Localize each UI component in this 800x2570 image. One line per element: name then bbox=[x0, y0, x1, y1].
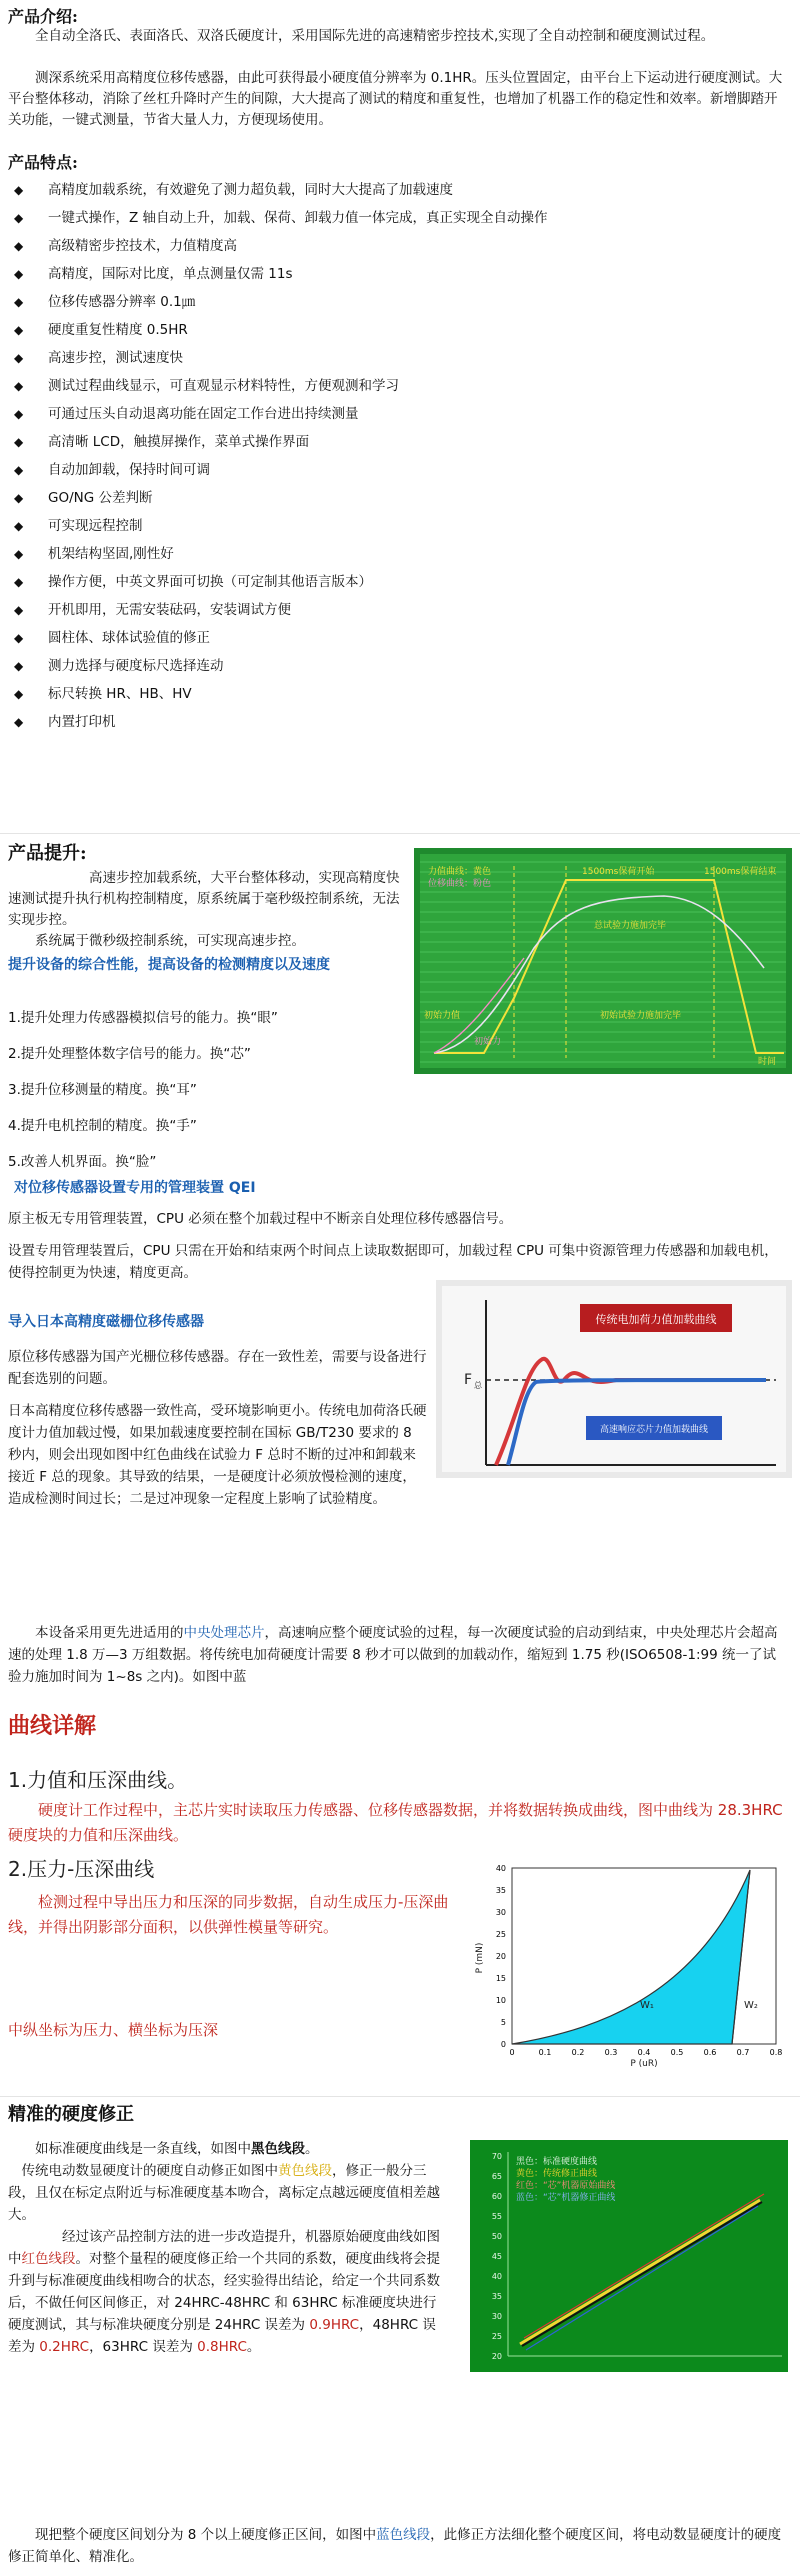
correction-line-3 bbox=[8, 2226, 448, 2358]
fig4-ytick-label: 70 bbox=[491, 2152, 502, 2161]
correction-line-4 bbox=[8, 2524, 788, 2568]
fig1-annotation-initial-force: 初始试验力施加完毕 bbox=[600, 1011, 682, 1021]
feature-text: 高速步控，测试速度快 bbox=[48, 350, 183, 366]
correction-black-segment: 黑色线段 bbox=[251, 2141, 305, 2157]
upgrade-title: 产品提升: bbox=[8, 843, 87, 864]
fig3-xtick-label: 0.1 bbox=[538, 2048, 552, 2057]
correction-text-span: ，修正一般分三段，且仅在标定点附近与标准硬度基本吻合，离标定点越远硬度值相差越大。 bbox=[8, 2163, 440, 2223]
fig3-xtick-label: 0.6 bbox=[703, 2048, 717, 2057]
correction-line-2 bbox=[8, 2160, 448, 2226]
fig4-ytick-label: 35 bbox=[491, 2292, 502, 2301]
feature-item bbox=[8, 512, 788, 540]
upgrade-list-item: 2.提升处理整体数字信号的能力。换“芯” bbox=[8, 1046, 251, 1062]
correction-text-span: 。 bbox=[246, 2339, 261, 2355]
upgrade-list-item: 1.提升处理力传感器模拟信号的能力。换“眼” bbox=[8, 1010, 278, 1026]
fig3-ytick-label: 40 bbox=[495, 1864, 506, 1873]
feature-item bbox=[8, 708, 788, 736]
feature-text: 开机即用，无需安装砝码，安装调试方便 bbox=[48, 602, 291, 618]
correction-text-span: 如标准硬度曲线是一条直线，如图中 bbox=[35, 2141, 251, 2157]
intro-paragraph-1: 全自动全洛氏、表面洛氏、双洛氏硬度计，采用国际先进的高速精密步控技术,实现了全自动控制和硬度测试过程。 bbox=[35, 28, 715, 44]
bullet-icon: ◆ bbox=[14, 435, 24, 449]
fig2-f-label: F bbox=[464, 1372, 473, 1388]
feature-item bbox=[8, 232, 788, 260]
sensor-paragraph-1: 原位移传感器为国产光栅位移传感器。存在一致性差，需要与设备进行配套选别的问题。 bbox=[8, 1349, 427, 1387]
fig3-xlabel: P (uR) bbox=[630, 2059, 658, 2069]
upgrade-list-item: 5.改善人机界面。换“脸” bbox=[8, 1154, 157, 1170]
bullet-icon: ◆ bbox=[14, 687, 24, 701]
feature-text: 标尺转换 HR、HB、HV bbox=[48, 686, 192, 702]
correction-error-48: 0.2HRC bbox=[39, 2339, 90, 2355]
correction-yellow-segment: 黄色线段 bbox=[278, 2163, 332, 2179]
fig4-legend-blue: 蓝色：“芯”机器修正曲线 bbox=[516, 2193, 616, 2203]
bullet-icon: ◆ bbox=[14, 407, 24, 421]
feature-item bbox=[8, 540, 788, 568]
fig3-ytick-label: 20 bbox=[495, 1952, 506, 1961]
fig3-ytick-label: 25 bbox=[495, 1930, 506, 1939]
bullet-icon: ◆ bbox=[14, 267, 24, 281]
fig1-annotation-total-force: 总试验力施加完毕 bbox=[594, 921, 667, 931]
chip-paragraph-text: 本设备采用更先进适用的 bbox=[35, 1625, 184, 1641]
intro-title: 产品介绍: bbox=[8, 7, 78, 26]
correction-text-span: 。对整个量程的硬度修正给一个共同的系数，硬度曲线将会提升到与标准硬度曲线相吻合的状态，经实验得出结论，给定一个共同系数后，不做任何区间修正，对 24HRC-48HRC 和 63HRC 标准硬度块进行硬度测试，其与标准块硬度分别是 24HRC 误差为 bbox=[8, 2251, 440, 2333]
bullet-icon: ◆ bbox=[14, 603, 24, 617]
curves-text-1: 硬度计工作过程中，主芯片实时读取压力传感器、位移传感器数据，并将数据转换成曲线，图中曲线为 28.3HRC 硬度块的力值和压深曲线。 bbox=[8, 1801, 783, 1844]
feature-text: GO/NG 公差判断 bbox=[48, 490, 153, 506]
fig3-w1: W₁ bbox=[640, 2000, 654, 2011]
fig1-legend-displacement: 位移曲线：粉色 bbox=[428, 879, 492, 889]
correction-blue-segment: 蓝色线段 bbox=[376, 2527, 431, 2543]
fig4-ytick-label: 60 bbox=[491, 2192, 502, 2201]
fig1-annotation-initial-value: 初始力值 bbox=[424, 1011, 461, 1021]
upgrade-list-item: 3.提升位移测量的精度。换“耳” bbox=[8, 1082, 197, 1098]
bullet-icon: ◆ bbox=[14, 659, 24, 673]
fig3-xtick-label: 0.3 bbox=[604, 2048, 618, 2057]
chip-paragraph bbox=[8, 1622, 788, 1688]
bullet-icon: ◆ bbox=[14, 351, 24, 365]
fig3-xtick-label: 0.5 bbox=[670, 2048, 684, 2057]
feature-item bbox=[8, 288, 788, 316]
fig3-ytick-label: 0 bbox=[500, 2040, 506, 2049]
feature-item bbox=[8, 400, 788, 428]
fig4-ytick-label: 20 bbox=[491, 2352, 502, 2361]
fig2-f-sub: 总 bbox=[474, 1381, 482, 1390]
correction-text bbox=[8, 2138, 448, 2358]
feature-text: 操作方便，中英文界面可切换（可定制其他语言版本） bbox=[48, 574, 372, 590]
sensor-heading: 导入日本高精度磁栅位移传感器 bbox=[8, 1314, 204, 1330]
fig2-red-label: 传统电加荷力值加载曲线 bbox=[595, 1313, 717, 1326]
correction-line-1 bbox=[8, 2138, 448, 2160]
correction-error-24: 0.9HRC bbox=[309, 2317, 360, 2333]
feature-item bbox=[8, 372, 788, 400]
feature-text: 高清晰 LCD，触摸屏操作，菜单式操作界面 bbox=[48, 434, 310, 450]
feature-item bbox=[8, 344, 788, 372]
feature-text: 机架结构坚固,刚性好 bbox=[48, 546, 174, 562]
bullet-icon: ◆ bbox=[14, 631, 24, 645]
fig4-ytick-label: 25 bbox=[491, 2332, 502, 2341]
hardness-correction-figure bbox=[470, 2140, 788, 2372]
feature-item bbox=[8, 596, 788, 624]
feature-item bbox=[8, 456, 788, 484]
curves-heading-1: 1.力值和压深曲线。 bbox=[8, 1768, 188, 1792]
feature-text: 高精度，国际对比度，单点测量仅需 11s bbox=[48, 266, 293, 282]
bullet-icon: ◆ bbox=[14, 547, 24, 561]
feature-text: 内置打印机 bbox=[48, 714, 116, 730]
correction-text-span: ，48HRC 误差为 bbox=[8, 2317, 436, 2355]
feature-text: 高级精密步控技术，力值精度高 bbox=[48, 238, 237, 254]
bullet-icon: ◆ bbox=[14, 715, 24, 729]
fig4-legend-yellow: 黄色：传统修正曲线 bbox=[516, 2169, 598, 2179]
load-curve-screen-figure bbox=[414, 848, 792, 1074]
feature-item bbox=[8, 204, 788, 232]
feature-item bbox=[8, 680, 788, 708]
feature-text: 自动加卸载，保持时间可调 bbox=[48, 462, 210, 478]
chip-highlight: 中央处理芯片 bbox=[183, 1625, 265, 1641]
correction-text-span: 。 bbox=[305, 2141, 319, 2157]
bullet-icon: ◆ bbox=[14, 379, 24, 393]
upgrade-paragraph-2: 系统属于微秒级控制系统，可实现高速步控。 bbox=[35, 933, 305, 949]
feature-item bbox=[8, 176, 788, 204]
curves-text-2: 检测过程中导出压力和压深的同步数据，自动生成压力-压深曲线，并得出阴影部分面积，以供弹性模量等研究。 bbox=[8, 1893, 449, 1936]
feature-item bbox=[8, 260, 788, 288]
upgrade-paragraph-1: 高速步控加载系统，大平台整体移动，实现高精度快速测试提升执行机构控制精度，原系统属于毫秒级控制系统，无法实现步控。 bbox=[8, 870, 400, 928]
features-list bbox=[8, 176, 788, 736]
fig3-ytick-label: 10 bbox=[495, 1996, 506, 2005]
bullet-icon: ◆ bbox=[14, 239, 24, 253]
upgrade-list-item: 4.提升电机控制的精度。换“手” bbox=[8, 1118, 197, 1134]
loading-comparison-figure bbox=[436, 1280, 792, 1478]
bullet-icon: ◆ bbox=[14, 491, 24, 505]
fig3-ytick-label: 15 bbox=[495, 1974, 506, 1983]
feature-item bbox=[8, 428, 788, 456]
feature-item bbox=[8, 484, 788, 512]
fig2-blue-label: 高速响应芯片力值加载曲线 bbox=[599, 1425, 709, 1435]
fig3-xtick-label: 0 bbox=[509, 2048, 515, 2057]
fig4-ytick-label: 55 bbox=[491, 2212, 502, 2221]
divider bbox=[0, 833, 800, 834]
correction-text-span: 现把整个硬度区间划分为 8 个以上硬度修正区间，如图中 bbox=[35, 2527, 377, 2543]
qei-heading: 对位移传感器设置专用的管理装置 QEI bbox=[14, 1180, 256, 1196]
feature-text: 可通过压头自动退离功能在固定工作台进出持续测量 bbox=[48, 406, 359, 422]
correction-text-span: ，此修正方法细化整个硬度区间，将电动数显硬度计的硬度修正简单化、精准化。 bbox=[8, 2527, 782, 2565]
bullet-icon: ◆ bbox=[14, 519, 24, 533]
correction-text-span: 传统电动数显硬度计的硬度自动修正如图中 bbox=[21, 2163, 278, 2179]
bullet-icon: ◆ bbox=[14, 463, 24, 477]
feature-item bbox=[8, 316, 788, 344]
fig4-ytick-label: 65 bbox=[491, 2172, 502, 2181]
feature-item bbox=[8, 652, 788, 680]
fig3-xtick-label: 0.7 bbox=[736, 2048, 750, 2057]
feature-text: 圆柱体、球体试验值的修正 bbox=[48, 630, 210, 646]
fig4-legend-red: 红色：“芯”机器原始曲线 bbox=[516, 2181, 616, 2191]
features-title: 产品特点: bbox=[8, 153, 78, 172]
bullet-icon: ◆ bbox=[14, 295, 24, 309]
fig1-annotation-hold-start: 1500ms保荷开始 bbox=[582, 867, 655, 877]
feature-text: 硬度重复性精度 0.5HR bbox=[48, 322, 188, 338]
fig3-xtick-label: 0.8 bbox=[769, 2048, 783, 2057]
fig1-legend-force: 力值曲线：黄色 bbox=[428, 867, 492, 877]
fig4-ytick-label: 30 bbox=[491, 2312, 502, 2321]
curves-text-3: 中纵坐标为压力、横坐标为压深 bbox=[8, 2021, 219, 2039]
fig4-ytick-label: 45 bbox=[491, 2252, 502, 2261]
upgrade-goal-heading: 提升设备的综合性能，提高设备的检测精度以及速度 bbox=[8, 957, 330, 973]
feature-text: 高精度加载系统，有效避免了测力超负载，同时大大提高了加载速度 bbox=[48, 182, 453, 198]
feature-text: 一键式操作，Z 轴自动上升，加载、保荷、卸载力值一体完成，真正实现全自动操作 bbox=[48, 210, 548, 226]
bullet-icon: ◆ bbox=[14, 211, 24, 225]
feature-text: 测试过程曲线显示，可直观显示材料特性，方便观测和学习 bbox=[48, 378, 399, 394]
fig1-annotation-initial: 初始力 bbox=[474, 1037, 502, 1047]
correction-title: 精准的硬度修正 bbox=[8, 2104, 134, 2125]
fig4-ytick-label: 50 bbox=[491, 2232, 502, 2241]
bullet-icon: ◆ bbox=[14, 323, 24, 337]
correction-text-span: 经过该产品控制方法的进一步改造提升，机器原始硬度曲线如图中 bbox=[8, 2229, 440, 2267]
feature-text: 可实现远程控制 bbox=[48, 518, 143, 534]
feature-text: 位移传感器分辨率 0.1㎛ bbox=[48, 294, 196, 310]
upgrade-list bbox=[8, 1000, 408, 1180]
qei-paragraph-2: 设置专用管理装置后，CPU 只需在开始和结束两个时间点上读取数据即可，加载过程 CPU 可集中资源管理力传感器和加载电机，使得控制更为快速，精度更高。 bbox=[8, 1243, 778, 1281]
pressure-depth-figure bbox=[470, 1858, 788, 2070]
fig4-legend-black: 黑色：标准硬度曲线 bbox=[516, 2157, 598, 2167]
chip-paragraph-text: ，高速响应整个硬度试验的过程，每一次硬度试验的启动到结束，中央处理芯片会超高速的处理 1.8 万—3 万组数据。将传统电加荷硬度计需要 8 秒才可以做到的加载动作，缩短到 1.75 秒(ISO6508-1:99 统一了试验力施加时间为 1~8s 之内)。如图中蓝 bbox=[8, 1625, 778, 1685]
fig3-xtick-label: 0.2 bbox=[571, 2048, 585, 2057]
fig1-axis-time: 时间 bbox=[758, 1057, 777, 1067]
bullet-icon: ◆ bbox=[14, 575, 24, 589]
correction-error-63: 0.8HRC bbox=[197, 2339, 247, 2355]
qei-paragraph-1: 原主板无专用管理装置，CPU 必须在整个加载过程中不断亲自处理位移传感器信号。 bbox=[8, 1211, 513, 1227]
fig3-ylabel: P (mN) bbox=[475, 1942, 485, 1974]
divider bbox=[0, 2096, 800, 2097]
intro-paragraph-2: 测深系统采用高精度位移传感器，由此可获得最小硬度值分辨率为 0.1HR。压头位置固定，由平台上下运动进行硬度测试。大平台整体移动，消除了丝杠升降时产生的间隙，大大提高了测试的精度和重复性，也增加了机器工作的稳定性和效率。新增脚踏开关功能，一键式测量，节省大量人力，方便现场使用。 bbox=[8, 70, 783, 128]
curves-title: 曲线详解 bbox=[8, 1714, 97, 1739]
fig3-w2: W₂ bbox=[744, 2000, 758, 2011]
sensor-paragraph-2: 日本高精度位移传感器一致性高，受环境影响更小。传统电加荷洛氏硬度计力值加载过慢，如果加载速度要控制在国标 GB/T230 要求的 8 秒内，则会出现如图中红色曲线在试验力 F 总时不断的过冲和卸载来接近 F 总的现象。其导致的结果，一是硬度计必须放慢检测的速度，造成检测时间过长；二是过冲现象一定程度上影响了试验精度。 bbox=[8, 1403, 427, 1507]
correction-red-segment: 红色线段 bbox=[21, 2251, 76, 2267]
fig3-ytick-label: 5 bbox=[500, 2018, 506, 2027]
fig3-ytick-label: 30 bbox=[495, 1908, 506, 1917]
feature-item bbox=[8, 568, 788, 596]
feature-text: 测力选择与硬度标尺选择连动 bbox=[48, 658, 224, 674]
feature-item bbox=[8, 624, 788, 652]
fig3-ytick-label: 35 bbox=[495, 1886, 506, 1895]
fig3-xtick-label: 0.4 bbox=[637, 2048, 651, 2057]
correction-text-span: ，63HRC 误差为 bbox=[89, 2339, 198, 2355]
fig1-annotation-hold-end: 1500ms保荷结束 bbox=[704, 867, 777, 877]
fig4-ytick-label: 40 bbox=[491, 2272, 502, 2281]
curves-heading-2: 2.压力-压深曲线 bbox=[8, 1857, 155, 1881]
bullet-icon: ◆ bbox=[14, 183, 24, 197]
